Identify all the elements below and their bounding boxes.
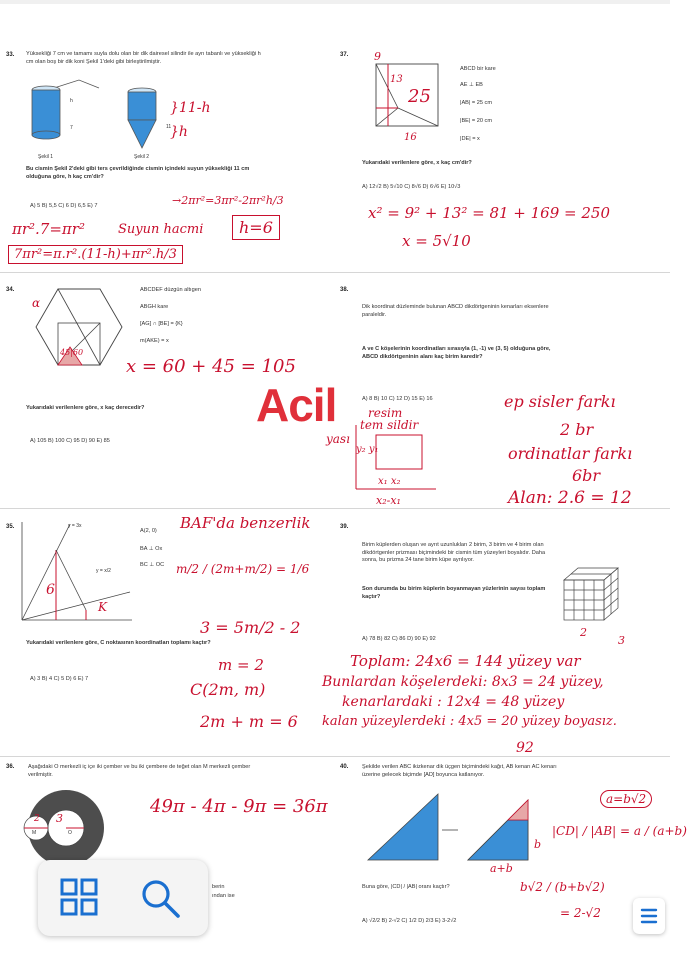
- handwritten-note: 25: [408, 86, 431, 107]
- answer-options: A) 5 B) 5,5 C) 6 D) 6,5 E) 7: [30, 203, 98, 209]
- answer-options: A) 78 B) 82 C) 86 D) 90 E) 92: [362, 636, 436, 642]
- given-info: |BE| = 20 cm: [460, 118, 492, 124]
- question-prompt: Yukarıdaki verilenlere göre, x kaç derecedir?: [26, 405, 145, 411]
- label-o: O: [68, 830, 72, 836]
- handwritten-note: 3 = 5m/2 - 2: [200, 618, 301, 637]
- handwritten-note: →2πr²=3πr²-2πr²h/3: [172, 194, 284, 207]
- given-info: ABGH kare: [140, 304, 169, 310]
- handwritten-note: 2 br: [560, 420, 594, 439]
- handwritten-note: Toplam: 24x6 = 144 yüzey var: [350, 652, 581, 670]
- label-m: M: [32, 830, 37, 836]
- handwritten-note: 2: [580, 626, 587, 639]
- question-number: 39.: [340, 524, 349, 530]
- folded-triangle-figure: [358, 790, 538, 870]
- handwritten-note: 16: [404, 132, 417, 143]
- divider: [0, 756, 670, 757]
- handwritten-note: 2: [34, 814, 40, 824]
- label-11: 11: [166, 124, 172, 130]
- top-bar: [0, 0, 670, 4]
- question-text: Aşağıdaki O merkezli iç içe iki çember ve bu iki çembere de teğet olan M merkezli çember verilmiştir.: [28, 764, 251, 778]
- handwritten-note: Bunlardan köşelerdeki: 8x3 = 24 yüzey,: [322, 674, 604, 690]
- question-prompt: Yukarıdaki verilenlere göre, x kaç cm'dir?: [362, 160, 472, 166]
- handwritten-note: x = 5√10: [402, 232, 471, 250]
- label-7: 7: [70, 125, 73, 131]
- question-prompt: Buna göre, |CD| / |AB| oranı kaçtır?: [362, 884, 450, 890]
- question-text: Birim küplerden oluşan ve ayrıt uzunlukları 2 birim, 3 birim ve 4 birim olan dikdörtgenler prizması biçimindeki bir cismin tüm yüzeyleri boyalıdır. Daha sonra, bu prizma 24 tane birim küpe ayrılıyor.: [362, 542, 546, 564]
- menu-button[interactable]: [633, 898, 665, 934]
- given-info: BC ⊥ OC: [140, 562, 165, 568]
- question-fragment: berin: [212, 884, 225, 890]
- handwritten-note: x = 60 + 45 = 105: [126, 356, 296, 377]
- handwritten-note: ep sisler farkı: [504, 392, 616, 411]
- question-prompt: Yukarıdaki verilenlere göre, C noktasının koordinatları toplamı kaçtır?: [26, 640, 211, 646]
- handwritten-note: 49π - 4π - 9π = 36π: [150, 796, 328, 817]
- handwritten-note: 7πr²=π.r².(11-h)+πr².h/3: [8, 245, 183, 264]
- question-number: 38.: [340, 287, 349, 293]
- handwritten-note: }11-h: [170, 100, 211, 116]
- handwritten-note: α: [32, 296, 41, 310]
- figure-label-2: Şekil 2: [134, 154, 150, 160]
- equation-label: y = 3x: [68, 523, 82, 529]
- answer-options: A) 8 B) 10 C) 12 D) 15 E) 16: [362, 396, 433, 402]
- handwritten-note: Suyun hacmi: [118, 222, 204, 237]
- question-number: 34.: [6, 287, 15, 293]
- handwritten-note: 6: [46, 582, 55, 598]
- answer-options: A) 3 B) 4 C) 5 D) 6 E) 7: [30, 676, 89, 682]
- handwritten-note: kenarlardaki : 12x4 = 48 yüzey: [342, 694, 565, 710]
- given-info: AE ⊥ EB: [460, 82, 483, 88]
- handwritten-note: 9: [374, 50, 381, 63]
- handwritten-note: 6br: [572, 466, 601, 485]
- handwritten-note: BAF'da benzerlik: [180, 514, 311, 532]
- grid-icon: [56, 874, 104, 922]
- answer-options: A) 12√2 B) 5√10 C) 8√6 D) 6√6 E) 10√3: [362, 184, 461, 190]
- question-number: 40.: [340, 764, 349, 770]
- handwritten-note: 92: [516, 740, 534, 756]
- annulus-figure: [20, 788, 110, 868]
- handwritten-note: }h: [170, 124, 188, 140]
- handwritten-note: x² = 9² + 13² = 81 + 169 = 250: [368, 204, 610, 222]
- answer-options: A) √2/2 B) 2-√2 C) 1/2 D) 2/3 E) 3-2√2: [362, 918, 457, 924]
- handwritten-note: 3: [618, 634, 625, 647]
- grid-view-button[interactable]: [56, 874, 104, 922]
- divider: [0, 508, 670, 509]
- handwritten-note: kalan yüzeylerdeki : 4x5 = 20 yüzey boyasız.: [322, 714, 617, 729]
- question-text: Yüksekliği 7 cm ve tamamı suyla dolu olan bir dik dairesel silindir ile ayrı tabanlı ve yüksekliği h cm olan boş bir dik koni Şekil 1'deki gibi birleştirilmiştir.: [26, 51, 261, 65]
- question-number: 37.: [340, 52, 349, 58]
- given-info: [AG] ∩ [BE] = {K}: [140, 321, 183, 327]
- handwritten-note: b: [534, 838, 542, 851]
- given-info: m(AKE) = x: [140, 338, 169, 344]
- given-info: A(2, 0): [140, 528, 157, 534]
- given-info: BA ⊥ Ox: [140, 546, 163, 552]
- question-prompt: Bu cismin Şekil 2'deki gibi ters çevrildiğinde cismin içindeki suyun yüksekliği 11 cm olduğuna göre, h kaç cm'dir?: [26, 166, 250, 180]
- handwritten-note: x₁ x₂: [378, 476, 401, 487]
- handwritten-note: 3: [56, 812, 63, 825]
- handwritten-note: yası: [326, 432, 350, 446]
- given-info: ABCD bir kare: [460, 66, 496, 72]
- question-number: 35.: [6, 524, 15, 530]
- handwritten-note: Alan: 2.6 = 12: [508, 488, 632, 508]
- handwritten-note: 45|60: [60, 348, 84, 357]
- handwritten-note: ordinatlar farkı: [508, 444, 633, 463]
- acil-overlay-text: Acil: [256, 379, 337, 431]
- question-prompt: Son durumda bu birim küplerin boyanmayan yüzlerinin sayısı toplam kaçtır?: [362, 586, 546, 600]
- search-button[interactable]: [136, 874, 184, 922]
- viewer-toolbar: [38, 860, 208, 936]
- given-info: ABCDEF düzgün altıgen: [140, 287, 201, 293]
- handwritten-note: b√2 / (b+b√2): [520, 880, 605, 894]
- divider: [0, 272, 670, 273]
- given-info: |AB| = 25 cm: [460, 100, 492, 106]
- handwritten-note: tem sildir: [360, 418, 419, 432]
- handwritten-note: a+b: [490, 862, 513, 875]
- question-fragment: ından ise: [212, 893, 235, 899]
- coordinate-figure: [14, 520, 134, 630]
- handwritten-note: h=6: [232, 215, 280, 240]
- handwritten-note: m/2 / (2m+m/2) = 1/6: [176, 562, 310, 576]
- handwritten-note: a=b√2: [600, 790, 652, 808]
- label-h: h: [70, 98, 73, 104]
- given-info: |DE| = x: [460, 136, 480, 142]
- handwritten-note: = 2-√2: [560, 906, 601, 920]
- rectangle-sketch: [346, 425, 446, 505]
- handwritten-note: K: [98, 600, 107, 614]
- handwritten-note: resim: [368, 406, 403, 420]
- handwritten-note: x₂-x₁: [376, 494, 401, 507]
- handwritten-note: C(2m, m): [190, 680, 266, 699]
- search-icon: [136, 874, 184, 922]
- question-number: 36.: [6, 764, 15, 770]
- question-prompt: A ve C köşelerinin koordinatları sırasıyla (1, -1) ve (3, 5) olduğuna göre, ABCD dikdörtgeninin alanı kaç birim karedir?: [362, 346, 551, 360]
- handwritten-note: πr².7=πr²: [12, 220, 85, 238]
- figure-label-1: Şekil 1: [38, 154, 54, 160]
- question-text: Dik koordinat düzleminde bulunan ABCD dikdörtgeninin kenarları eksenlere paraleldir.: [362, 304, 549, 318]
- handwritten-note: 13: [390, 74, 403, 85]
- menu-icon: [633, 898, 665, 934]
- prism-figure: [560, 566, 624, 624]
- question-text: Şekilde verilen ABC ikizkenar dik üçgen biçimindeki kağıt, AB kenarı AC kenarı üzerine gelecek biçimde [AD] boyunca katlanıyor.: [362, 764, 557, 778]
- handwritten-note: y₂ y₁: [356, 444, 379, 455]
- handwritten-note: m = 2: [218, 656, 264, 674]
- hexagon-figure: [30, 285, 130, 375]
- equation-label: y = x/2: [96, 568, 111, 574]
- handwritten-note: |CD| / |AB| = a / (a+b): [552, 824, 687, 838]
- cylinder-cone-figure: [24, 78, 194, 158]
- answer-options: A) 105 B) 100 C) 95 D) 90 E) 85: [30, 438, 110, 444]
- question-number: 33.: [6, 52, 15, 58]
- handwritten-note: 2m + m = 6: [200, 712, 298, 731]
